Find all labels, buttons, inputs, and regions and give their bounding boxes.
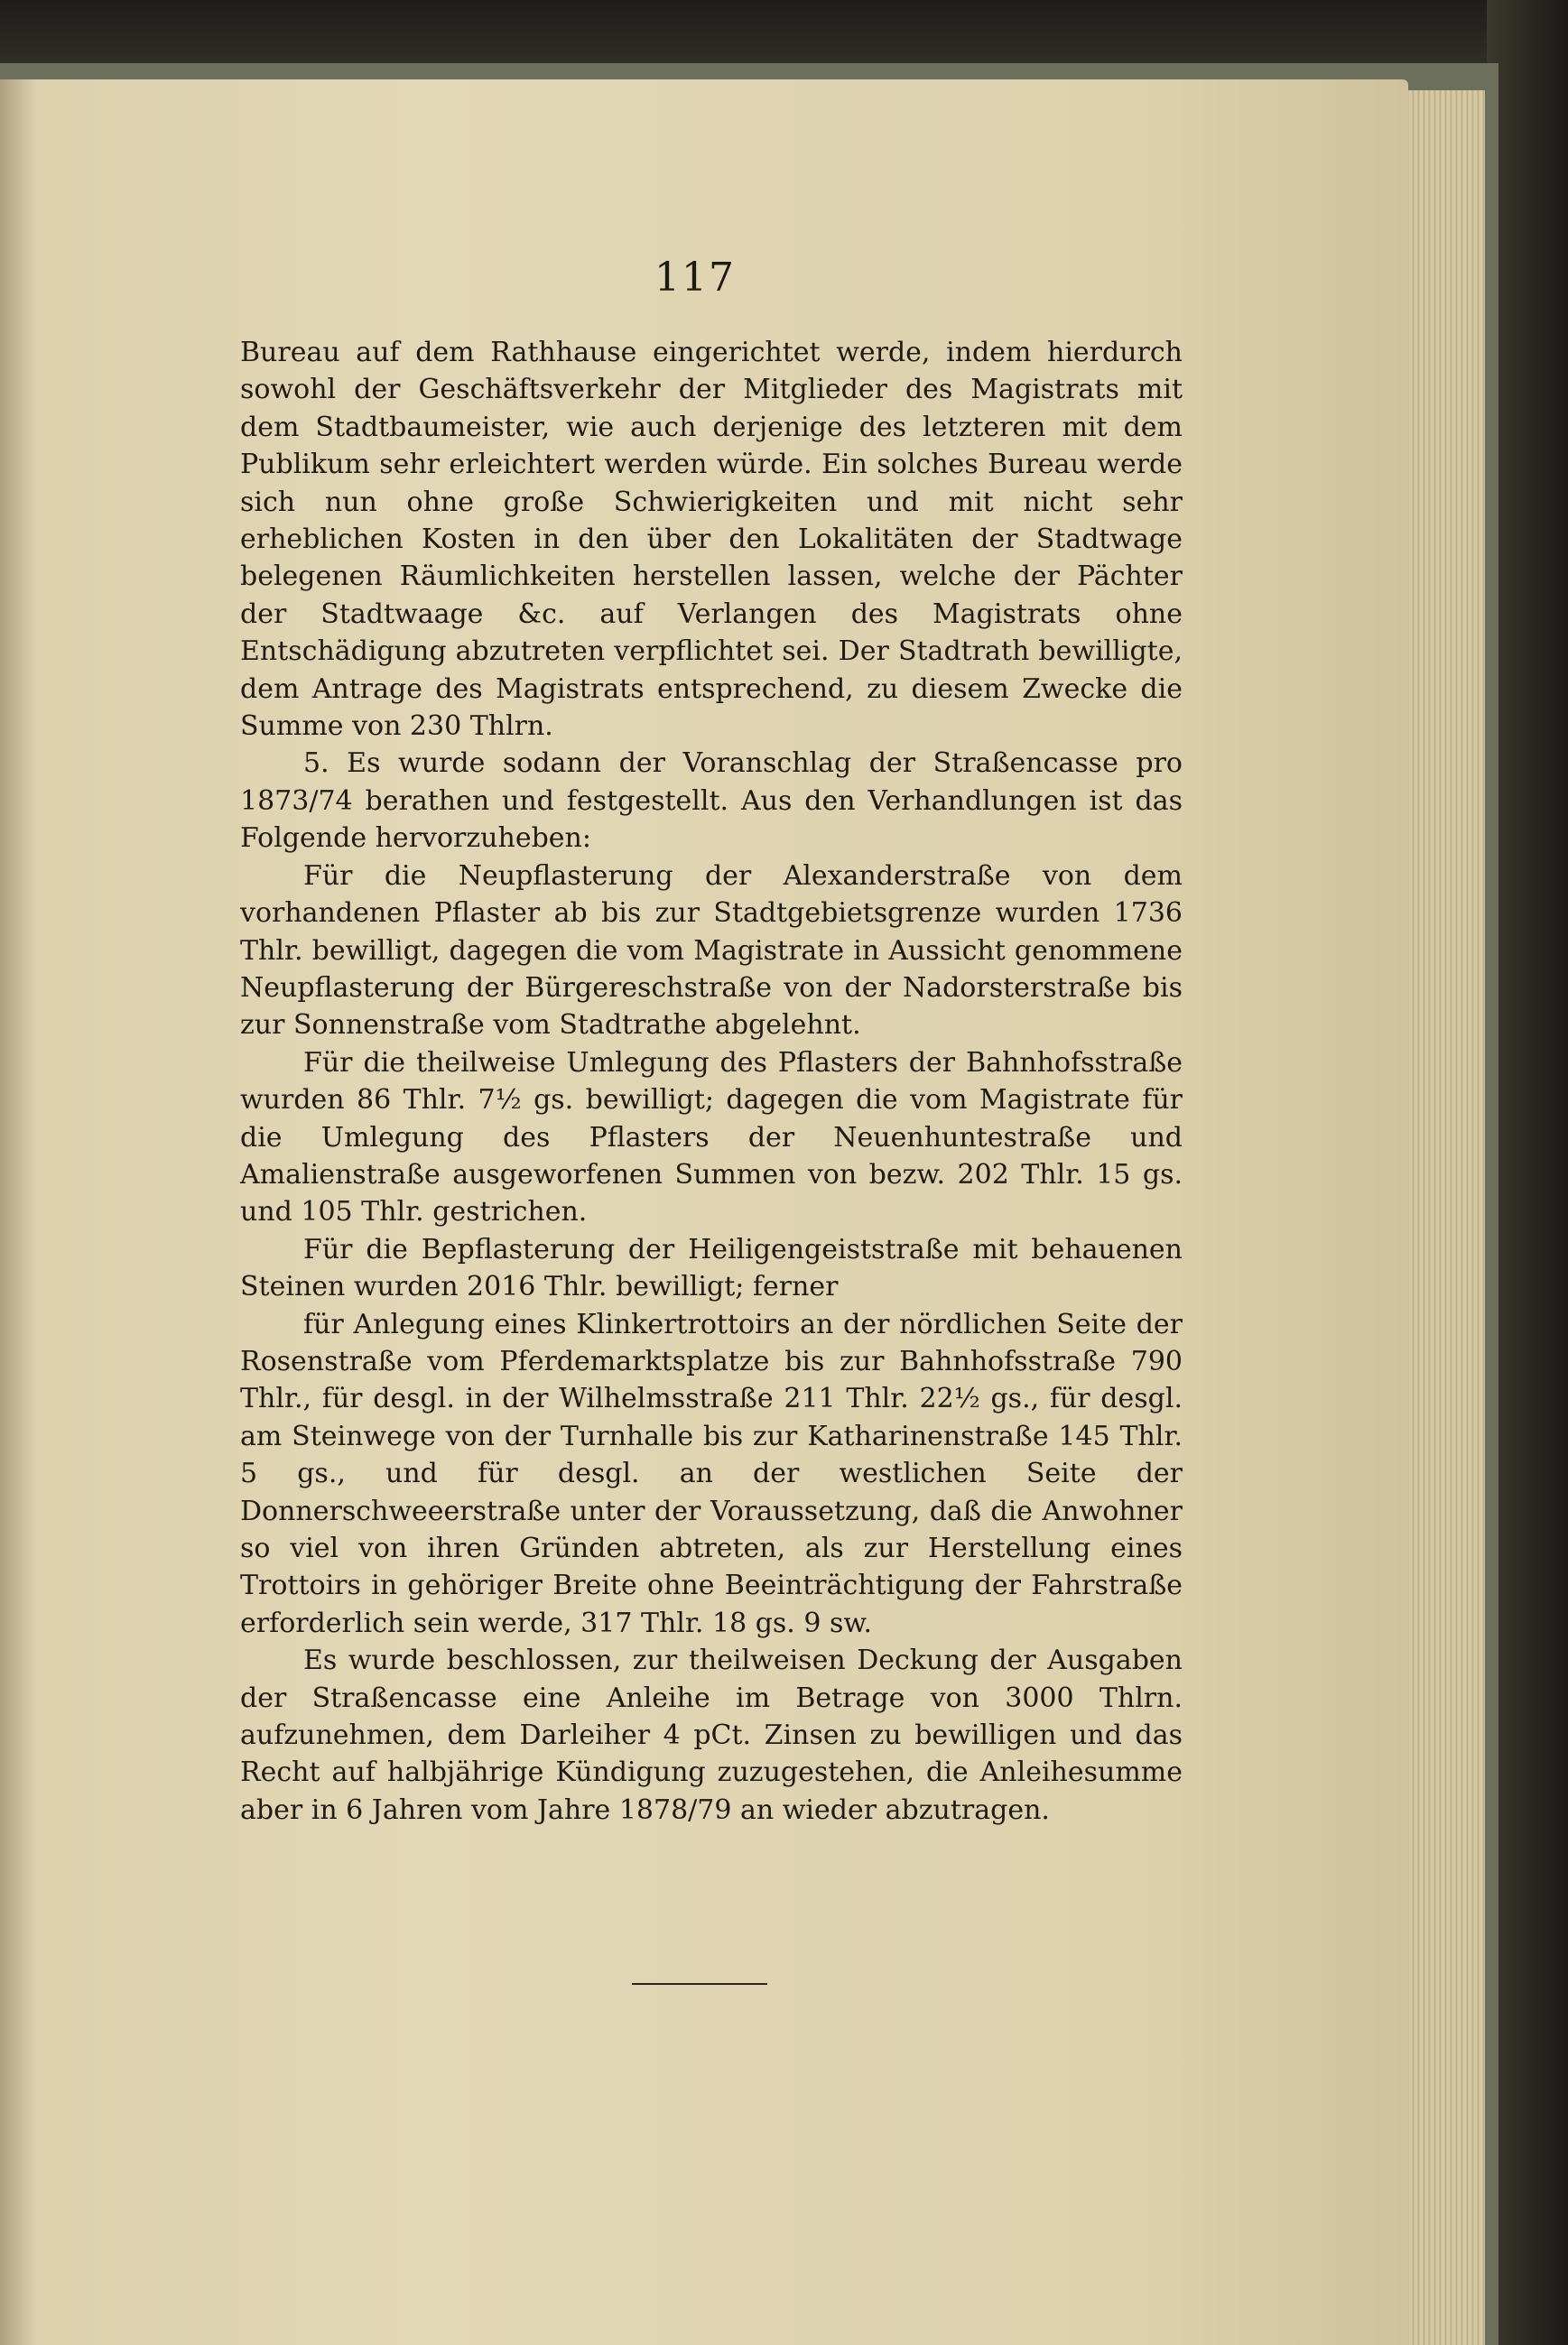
page-number: 117 (654, 255, 736, 301)
paragraph-bahnhofsstrasse: Für die theilweise Umlegung des Pflasters der Bahnhofsstraße wurden 86 Thlr. 7½ gs. bewilligt; dagegen die vom Magistrate für die Umlegung des Pflasters der Neuenhuntestraße und Amalienstraße ausgeworfenen Summen von bezw. 202 Thlr. 15 gs. und 105 Thlr. gestrichen. (240, 1046, 1183, 1228)
paragraph-anleihe: Es wurde beschlossen, zur theilweisen Deckung der Ausgaben der Straßencasse eine Anleihe im Betrage von 3000 Thlrn. aufzunehmen, dem Darleiher 4 pCt. Zinsen zu bewilligen und das Recht auf halbjährige Kündigung zuzugestehen, die Anleihesumme aber in 6 Jahren vom Jahre 1878/79 an wieder abzutragen. (240, 1645, 1183, 1826)
gutter-shadow (0, 79, 36, 2345)
paragraph-heiligengeiststrasse: Für die Bepflasterung der Heiligengeiststraße mit behauenen Steinen wurden 2016 Thlr. bewilligt; ferner (240, 1233, 1183, 1303)
paragraph-voranschlag: 5. Es wurde sodann der Voranschlag der Straßencasse pro 1873/74 berathen und festgestellt. Aus den Verhandlungen ist das Folgende hervorzuheben: (240, 747, 1183, 855)
scan-background-right (1487, 0, 1568, 2345)
section-divider-rule (632, 1983, 767, 1985)
body-text (240, 334, 1183, 1829)
paragraph-alexanderstrasse: Für die Neupflasterung der Alexanderstraße von dem vorhandenen Pflaster ab bis zur Stadtgebietsgrenze wurden 1736 Thlr. bewilligt, dagegen die vom Magistrate in Aussicht genommene Neupflasterung der Bürgereschstraße von der Nadorsterstraße bis zur Sonnenstraße vom Stadtrathe abgelehnt. (240, 859, 1183, 1042)
paragraph-bureau: Bureau auf dem Rathhause eingerichtet werde, indem hierdurch sowohl der Geschäftsverkehr der Mitglieder des Magistrats mit dem Stadtbaumeister, wie auch derjenige des letzteren mit dem Publikum sehr erleichtert werden würde. Ein solches Bureau werde sich nun ohne große Schwierigkeiten und mit nicht sehr erheblichen Kosten in den über den Lokalitäten der Stadtwage belegenen Räumlichkeiten herstellen lassen, welche der Pächter der Stadtwaage &c. auf Verlangen des Magistrats ohne Entschädigung abzutreten verpflichtet sei. Der Stadtrath bewilligte, dem Antrage des Magistrats entsprechend, zu diesem Zwecke die Summe von 230 Thlrn. (240, 337, 1183, 743)
page-stack-edges (1404, 90, 1485, 2345)
paragraph-trottoirs: für Anlegung eines Klinkertrottoirs an der nördlichen Seite der Rosenstraße vom Pferdemarktsplatze bis zur Bahnhofsstraße 790 Thlr., für desgl. in der Wilhelmsstraße 211 Thlr. 22½ gs., für desgl. am Steinwege von der Turnhalle bis zur Katharinenstraße 145 Thlr. 5 gs., und für desgl. an der westlichen Seite der Donnerschweeerstraße unter der Voraussetzung, daß die Anwohner so viel von ihren Gründen abtreten, als zur Herstellung eines Trottoirs in gehöriger Breite ohne Beeinträchtigung der Fahrstraße erforderlich sein werde, 317 Thlr. 18 gs. 9 sw. (240, 1308, 1183, 1639)
